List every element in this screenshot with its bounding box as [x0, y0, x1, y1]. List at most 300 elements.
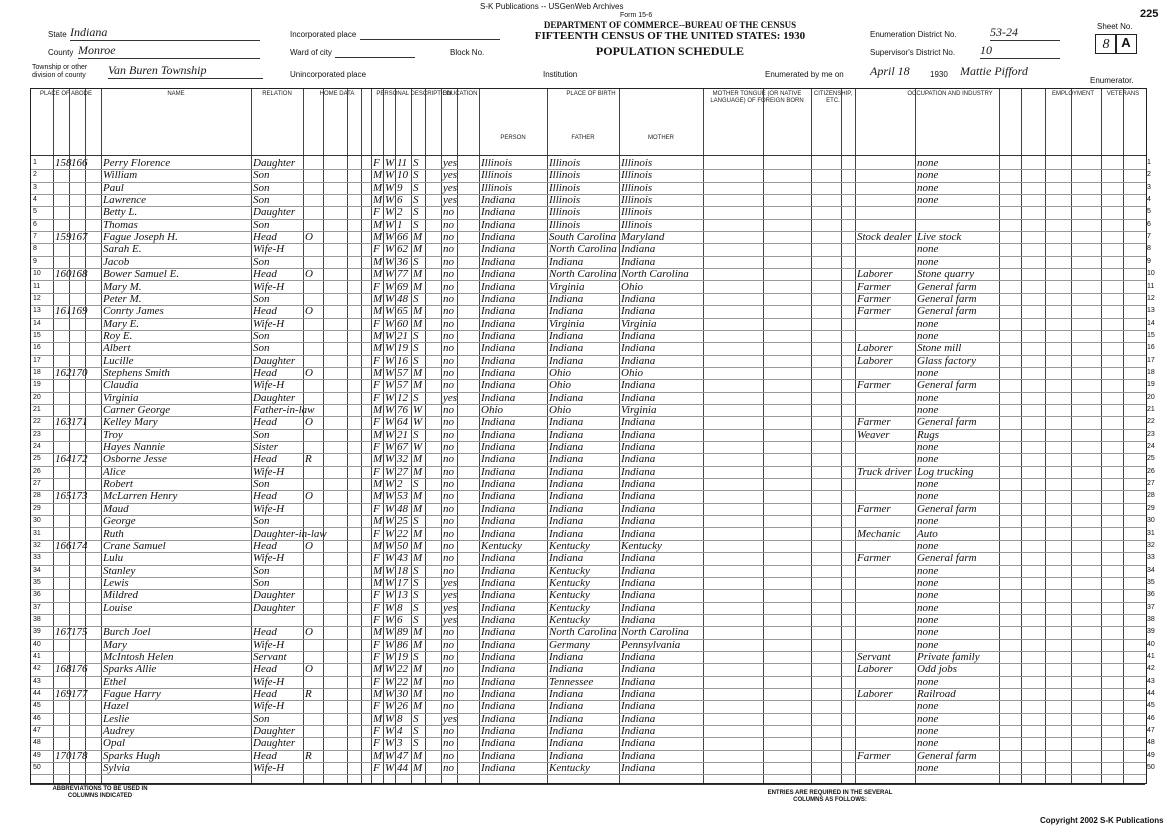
cell-relation: Daughter [253, 589, 296, 602]
cell-school: no [443, 478, 454, 491]
cell-sex: M [373, 539, 383, 552]
cell-relation: Wife-H [253, 552, 285, 565]
cell-occupation: Mechanic [857, 527, 901, 540]
cell-color: W [385, 515, 395, 528]
cell-birth-mother: Indiana [621, 342, 656, 355]
cell-industry: none [917, 243, 939, 256]
cell-birth-person: Indiana [481, 688, 516, 701]
department-title: DEPARTMENT OF COMMERCE--BUREAU OF THE CENSUS [543, 20, 797, 30]
cell-line-number: 39 [33, 628, 41, 636]
cell-marital: M [413, 366, 423, 379]
cell-name: Burch Joel [103, 626, 151, 639]
cell-school: no [443, 688, 454, 701]
cell-line-number: 2 [33, 171, 37, 179]
enum-date: April 18 [870, 64, 910, 78]
table-row [31, 441, 1146, 453]
cell-relation: Head [253, 453, 277, 466]
cell-age: 62 [397, 243, 408, 256]
cell-marital: S [413, 206, 419, 219]
line-number-right: 33 [1147, 554, 1155, 562]
cell-birth-person: Indiana [481, 366, 516, 379]
cell-age: 22 [397, 675, 408, 688]
line-number-right: 38 [1147, 615, 1155, 623]
cell-school: no [443, 453, 454, 466]
section-header: PLACE OF BIRTH [566, 91, 616, 97]
line-number-right: 15 [1147, 331, 1155, 339]
cell-birth-father: South Carolina [549, 231, 617, 244]
cell-relation: Wife-H [253, 762, 285, 775]
cell-birth-father: Indiana [549, 428, 584, 441]
cell-name: Bower Samuel E. [103, 268, 180, 281]
cell-age: 69 [397, 280, 408, 293]
cell-line-number: 34 [33, 566, 41, 574]
cell-color: W [385, 280, 395, 293]
cell-name: Ruth [103, 527, 124, 540]
cell-color: W [385, 428, 395, 441]
cell-name: Fague Harry [103, 688, 161, 701]
cell-school: no [443, 490, 454, 503]
cell-age: 19 [397, 651, 408, 663]
cell-sex: M [373, 169, 383, 182]
cell-name: Osborne Jesse [103, 453, 167, 466]
cell-occupation: Laborer [857, 688, 893, 701]
cell-age: 66 [397, 231, 408, 244]
cell-birth-mother: Indiana [621, 749, 656, 762]
cell-school: no [443, 539, 454, 552]
cell-birth-father: Ohio [549, 404, 571, 416]
cell-birth-mother: Indiana [621, 589, 656, 602]
cell-name: Lawrence [103, 194, 146, 207]
cell-relation: Son [253, 342, 270, 355]
cell-age: 43 [397, 552, 408, 565]
cell-house-number: 158 [55, 157, 72, 169]
cell-sex: M [373, 255, 383, 268]
cell-occupation: Farmer [857, 749, 891, 762]
cell-marital: M [413, 626, 423, 639]
cell-school: no [443, 404, 454, 416]
section-header: PERSONAL DESCRIPTION [376, 91, 452, 97]
cell-age: 44 [397, 762, 408, 775]
cell-birth-mother: Indiana [621, 564, 656, 577]
cell-industry: General farm [917, 280, 977, 293]
cell-name: Paul [103, 181, 124, 194]
cell-line-number: 31 [33, 529, 41, 537]
cell-birth-father: Indiana [549, 292, 584, 305]
section-header: MOTHER TONGUE (OR NATIVE LANGUAGE) OF FOREIGN BORN [710, 91, 804, 104]
cell-marital: S [413, 194, 419, 207]
cell-industry: none [917, 613, 939, 626]
cell-marital: W [413, 441, 423, 454]
cell-birth-father: Illinois [549, 181, 581, 194]
cell-marital: S [413, 218, 419, 231]
cell-birth-person: Indiana [481, 218, 516, 231]
cell-sex: F [373, 206, 380, 219]
cell-industry: none [917, 564, 939, 577]
cell-age: 19 [397, 342, 408, 355]
cell-marital: M [413, 280, 423, 293]
cell-house-number: 166 [55, 539, 72, 552]
cell-line-number: 32 [33, 541, 41, 549]
cell-relation: Head [253, 366, 277, 379]
census-title: FIFTEENTH CENSUS OF THE UNITED STATES: 1930 [534, 30, 806, 42]
header-divider [31, 155, 1146, 156]
enum-district-value: 53-24 [990, 25, 1060, 41]
cell-birth-person: Indiana [481, 564, 516, 577]
cell-industry: none [917, 329, 939, 342]
cell-school: no [443, 292, 454, 305]
cell-birth-father: Kentucky [549, 589, 590, 602]
cell-birth-father: Indiana [549, 490, 584, 503]
cell-school: no [443, 305, 454, 318]
cell-school: no [443, 441, 454, 454]
line-number-right: 32 [1147, 541, 1155, 549]
cell-birth-father: Kentucky [549, 762, 590, 775]
cell-line-number: 7 [33, 233, 37, 241]
cell-birth-person: Indiana [481, 576, 516, 589]
cell-sex: F [373, 589, 380, 602]
cell-relation: Son [253, 169, 270, 182]
cell-name: Ethel [103, 675, 127, 688]
cell-occupation: Truck driver [857, 465, 912, 478]
cell-age: 6 [397, 194, 403, 207]
cell-line-number: 20 [33, 393, 41, 401]
cell-home-owned: R [305, 688, 312, 701]
line-number-right: 46 [1147, 714, 1155, 722]
cell-sex: M [373, 749, 383, 762]
section-header: EDUCATION [442, 91, 478, 97]
cell-house-number: 163 [55, 416, 72, 429]
cell-marital: M [413, 268, 423, 281]
cell-birth-person: Illinois [481, 169, 513, 182]
cell-birth-person: Illinois [481, 181, 513, 194]
cell-line-number: 18 [33, 368, 41, 376]
cell-industry: none [917, 762, 939, 775]
cell-occupation: Stock dealer [857, 231, 912, 244]
cell-name: Thomas [103, 218, 138, 231]
cell-age: 30 [397, 688, 408, 701]
cell-line-number: 8 [33, 245, 37, 253]
line-number-right: 25 [1147, 455, 1155, 463]
table-row [31, 194, 1146, 206]
cell-industry: none [917, 539, 939, 552]
cell-birth-person: Indiana [481, 749, 516, 762]
table-row [31, 725, 1146, 737]
cell-school: no [443, 366, 454, 379]
cell-age: 3 [397, 737, 403, 750]
cell-sex: M [373, 218, 383, 231]
table-row [31, 602, 1146, 614]
cell-marital: M [413, 317, 423, 330]
cell-age: 57 [397, 366, 408, 379]
cell-sex: M [373, 292, 383, 305]
sheet-side-box [1115, 34, 1137, 54]
cell-occupation: Farmer [857, 379, 891, 392]
cell-age: 9 [397, 181, 403, 194]
table-row [31, 762, 1146, 774]
cell-line-number: 15 [33, 331, 41, 339]
township-value: Van Buren Township [108, 63, 263, 79]
footer-divider [30, 784, 1145, 785]
cell-age: 48 [397, 502, 408, 515]
line-number-right: 5 [1147, 208, 1151, 216]
cell-relation: Daughter [253, 737, 296, 750]
cell-home-owned: O [305, 490, 313, 503]
supervisor-district-value: 10 [980, 43, 1060, 59]
cell-birth-person: Indiana [481, 317, 516, 330]
incorporated-line [360, 38, 500, 40]
cell-birth-person: Indiana [481, 194, 516, 207]
cell-school: no [443, 749, 454, 762]
cell-marital: S [413, 576, 419, 589]
cell-age: 36 [397, 255, 408, 268]
cell-birth-person: Indiana [481, 268, 516, 281]
table-row [31, 700, 1146, 712]
cell-marital: S [413, 564, 419, 577]
cell-industry: General farm [917, 502, 977, 515]
cell-relation: Son [253, 218, 270, 231]
cell-relation: Daughter-in-law [253, 527, 327, 540]
cell-birth-father: Germany [549, 638, 590, 651]
cell-name: Fague Joseph H. [103, 231, 178, 244]
cell-birth-person: Indiana [481, 502, 516, 515]
line-number-right: 19 [1147, 381, 1155, 389]
cell-industry: none [917, 404, 939, 416]
cell-birth-person: Kentucky [481, 539, 522, 552]
table-row [31, 392, 1146, 404]
cell-school: no [443, 675, 454, 688]
cell-color: W [385, 651, 395, 663]
cell-birth-mother: Indiana [621, 651, 656, 663]
cell-name: Lewis [103, 576, 129, 589]
table-row [31, 330, 1146, 342]
cell-color: W [385, 564, 395, 577]
cell-color: W [385, 268, 395, 281]
cell-sex: F [373, 552, 380, 565]
cell-birth-mother: Indiana [621, 465, 656, 478]
cell-color: W [385, 157, 395, 169]
cell-birth-person: Indiana [481, 638, 516, 651]
table-row [31, 243, 1146, 255]
cell-marital: M [413, 762, 423, 775]
line-number-right: 21 [1147, 406, 1155, 413]
cell-industry: none [917, 157, 939, 169]
cell-age: 57 [397, 379, 408, 392]
cell-birth-mother: Illinois [621, 194, 653, 207]
cell-color: W [385, 354, 395, 367]
cell-dwelling-number: 172 [71, 453, 88, 466]
cell-birth-father: Indiana [549, 391, 584, 404]
table-row [31, 219, 1146, 231]
cell-name: Mary [103, 638, 127, 651]
cell-birth-person: Indiana [481, 428, 516, 441]
cell-home-owned: R [305, 453, 312, 466]
cell-school: yes [443, 712, 458, 725]
cell-school: no [443, 725, 454, 738]
cell-age: 86 [397, 638, 408, 651]
cell-school: yes [443, 391, 458, 404]
line-number-right: 42 [1147, 665, 1155, 673]
cell-line-number: 47 [33, 727, 41, 735]
cell-marital: S [413, 255, 419, 268]
cell-birth-mother: Indiana [621, 552, 656, 565]
cell-occupation: Farmer [857, 502, 891, 515]
cell-sex: F [373, 416, 380, 429]
cell-sex: M [373, 453, 383, 466]
line-number-right: 34 [1147, 566, 1155, 574]
line-number-right: 8 [1147, 245, 1151, 253]
row-divider [31, 774, 1146, 775]
line-number-right: 29 [1147, 504, 1155, 512]
cell-line-number: 42 [33, 665, 41, 673]
cell-relation: Head [253, 539, 277, 552]
table-row [31, 206, 1146, 218]
cell-birth-person: Indiana [481, 762, 516, 775]
cell-marital: M [413, 552, 423, 565]
cell-marital: S [413, 169, 419, 182]
cell-sex: M [373, 478, 383, 491]
cell-color: W [385, 688, 395, 701]
cell-relation: Wife-H [253, 502, 285, 515]
cell-marital: M [413, 749, 423, 762]
cell-birth-mother: Illinois [621, 157, 653, 169]
cell-age: 16 [397, 354, 408, 367]
cell-line-number: 30 [33, 517, 41, 525]
enumerated-by-label: Enumerated by me on [765, 70, 844, 79]
cell-birth-mother: North Carolina [621, 268, 689, 281]
cell-marital: S [413, 651, 419, 663]
cell-age: 47 [397, 749, 408, 762]
cell-relation: Son [253, 181, 270, 194]
cell-birth-father: Indiana [549, 305, 584, 318]
cell-house-number: 161 [55, 305, 72, 318]
cell-school: yes [443, 601, 458, 614]
cell-name: Stephens Smith [103, 366, 170, 379]
cell-relation: Father-in-law [253, 404, 315, 416]
cell-birth-mother: Indiana [621, 613, 656, 626]
cell-marital: M [413, 465, 423, 478]
cell-marital: S [413, 601, 419, 614]
cell-line-number: 45 [33, 702, 41, 710]
cell-industry: none [917, 601, 939, 614]
sheet-number: 8 [1102, 37, 1110, 52]
cell-birth-father: North Carolina [549, 243, 617, 256]
birth-subheader: MOTHER [648, 135, 674, 141]
cell-color: W [385, 663, 395, 676]
cell-color: W [385, 181, 395, 194]
cell-name: Crane Samuel [103, 539, 166, 552]
cell-line-number: 44 [33, 690, 41, 698]
cell-birth-person: Indiana [481, 342, 516, 355]
cell-age: 1 [397, 218, 403, 231]
table-row [31, 565, 1146, 577]
cell-school: no [443, 243, 454, 256]
cell-sex: F [373, 317, 380, 330]
cell-color: W [385, 391, 395, 404]
cell-birth-person: Indiana [481, 416, 516, 429]
cell-house-number: 162 [55, 366, 72, 379]
line-number-right: 2 [1147, 171, 1151, 179]
cell-name: Perry Florence [103, 157, 171, 169]
cell-relation: Wife-H [253, 243, 285, 256]
cell-name: Lucille [103, 354, 134, 367]
enum-district-label: Enumeration District No. [870, 30, 957, 39]
cell-school: no [443, 502, 454, 515]
cell-sex: M [373, 515, 383, 528]
cell-name: Stanley [103, 564, 136, 577]
table-row [31, 688, 1146, 700]
table-row [31, 614, 1146, 626]
cell-age: 48 [397, 292, 408, 305]
cell-name: Carner George [103, 404, 171, 416]
cell-relation: Head [253, 663, 277, 676]
line-number-right: 18 [1147, 368, 1155, 376]
cell-marital: M [413, 688, 423, 701]
cell-age: 8 [397, 712, 403, 725]
cell-age: 50 [397, 539, 408, 552]
cell-sex: F [373, 725, 380, 738]
cell-birth-mother: Indiana [621, 502, 656, 515]
cell-occupation: Servant [857, 651, 891, 663]
cell-industry: Auto [917, 527, 938, 540]
cell-school: no [443, 564, 454, 577]
cell-birth-father: Indiana [549, 749, 584, 762]
cell-line-number: 49 [33, 751, 41, 759]
cell-industry: General farm [917, 379, 977, 392]
cell-relation: Son [253, 712, 270, 725]
cell-industry: none [917, 255, 939, 268]
copyright: Copyright 2002 S-K Publications [1040, 816, 1164, 825]
census-table [30, 88, 1155, 784]
cell-birth-father: Indiana [549, 416, 584, 429]
cell-industry: none [917, 725, 939, 738]
cell-sex: M [373, 268, 383, 281]
cell-birth-father: Kentucky [549, 601, 590, 614]
cell-birth-mother: Pennsylvania [621, 638, 681, 651]
cell-industry: none [917, 737, 939, 750]
cell-color: W [385, 292, 395, 305]
cell-birth-person: Indiana [481, 206, 516, 219]
cell-age: 22 [397, 527, 408, 540]
cell-birth-person: Indiana [481, 737, 516, 750]
cell-birth-mother: Ohio [621, 366, 643, 379]
cell-color: W [385, 527, 395, 540]
table-row [31, 466, 1146, 478]
cell-relation: Daughter [253, 206, 296, 219]
line-number-right: 39 [1147, 628, 1155, 636]
cell-age: 89 [397, 626, 408, 639]
cell-birth-father: North Carolina [549, 626, 617, 639]
sheet-side: A [1121, 35, 1131, 50]
cell-name: Robert [103, 478, 133, 491]
cell-color: W [385, 490, 395, 503]
cell-occupation: Laborer [857, 354, 893, 367]
cell-school: no [443, 638, 454, 651]
cell-name: Albert [103, 342, 131, 355]
cell-birth-father: Indiana [549, 342, 584, 355]
cell-industry: Stone quarry [917, 268, 975, 281]
line-number-right: 14 [1147, 319, 1155, 327]
supervisor-district-label: Supervisor's District No. [870, 48, 956, 57]
cell-school: no [443, 268, 454, 281]
cell-birth-father: Illinois [549, 157, 581, 169]
cell-birth-person: Indiana [481, 465, 516, 478]
cell-school: no [443, 218, 454, 231]
cell-home-owned: O [305, 663, 313, 676]
cell-birth-mother: Indiana [621, 379, 656, 392]
cell-birth-father: Illinois [549, 218, 581, 231]
cell-sex: M [373, 688, 383, 701]
cell-relation: Head [253, 626, 277, 639]
